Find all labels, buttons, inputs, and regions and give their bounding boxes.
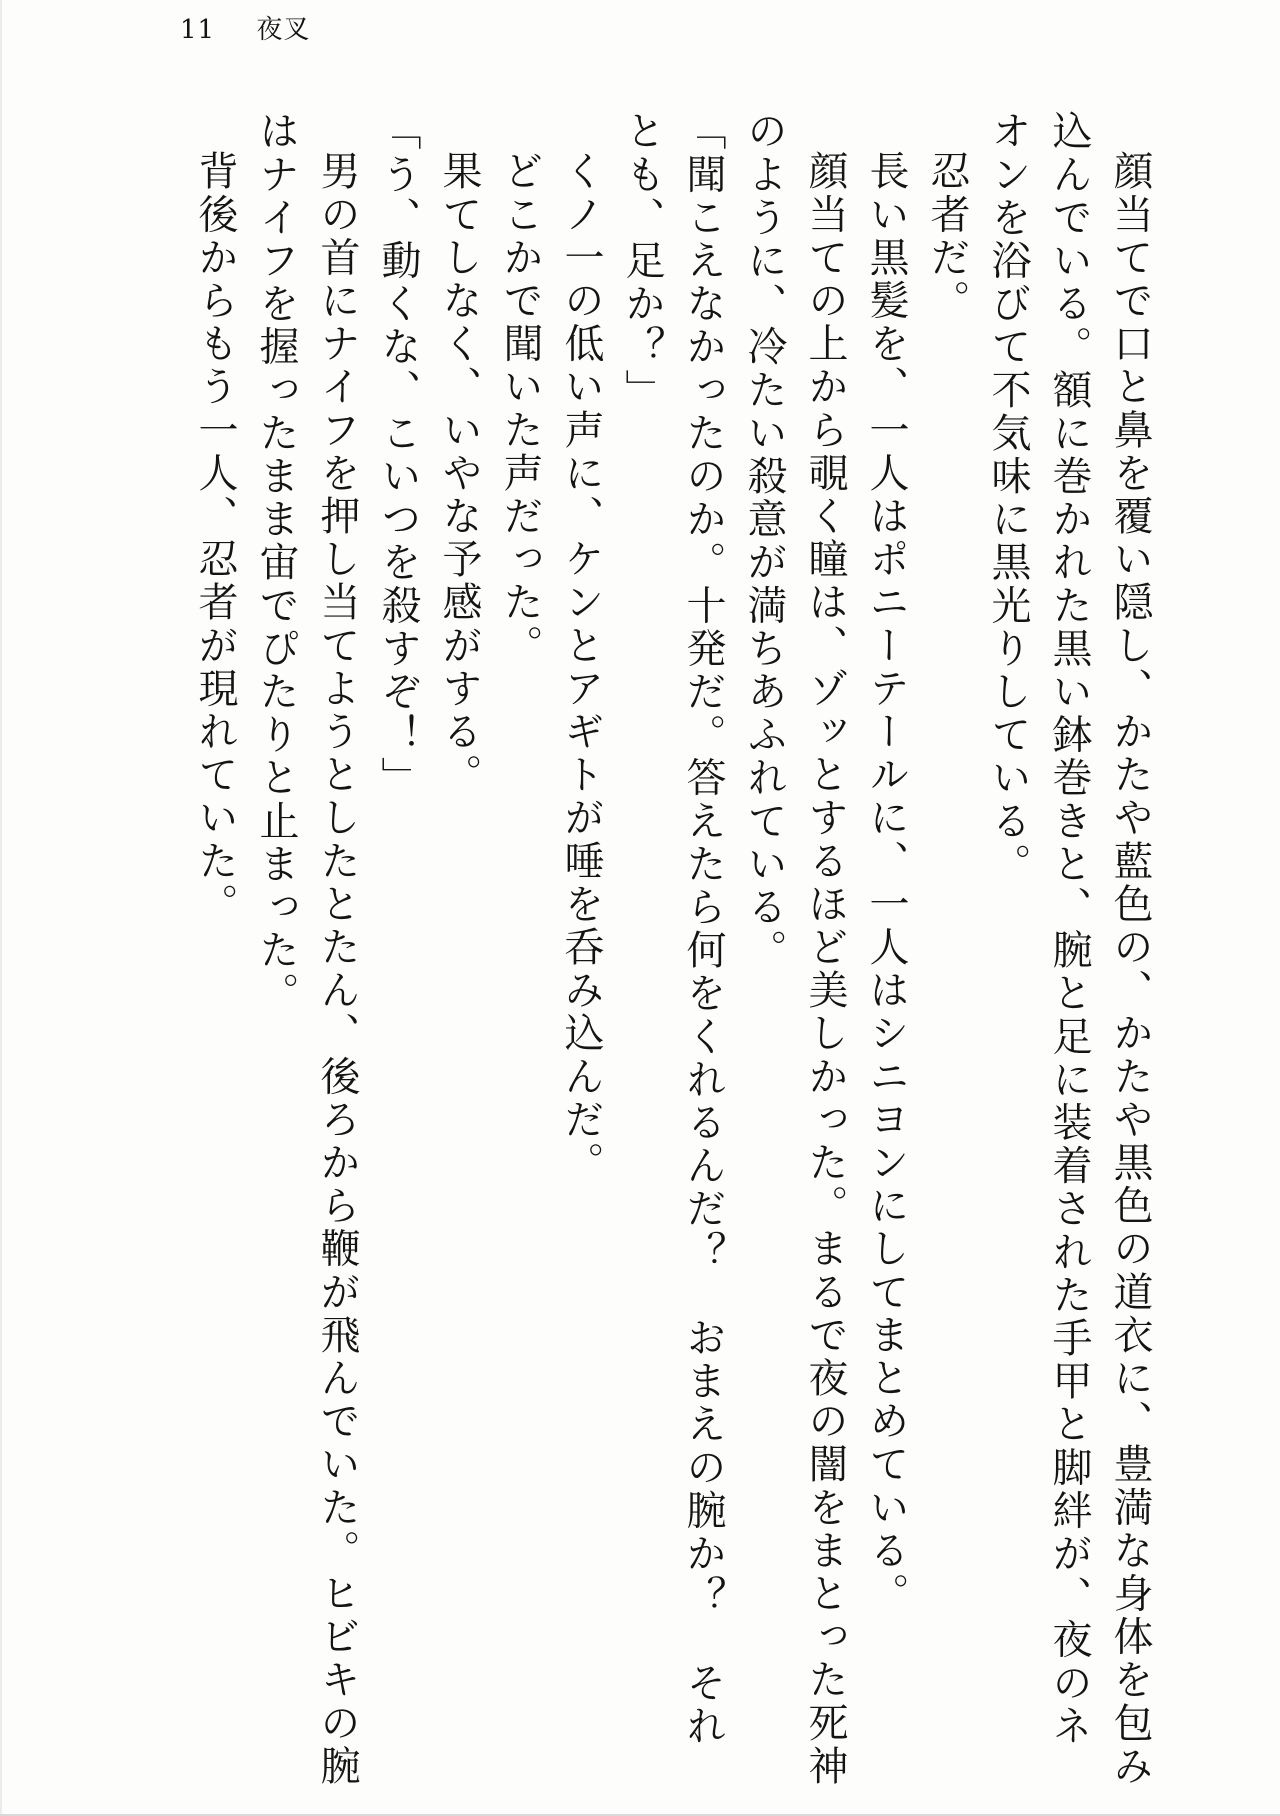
paragraph: 顔当てで口と鼻を覆い隠し、かたや藍色の、かたや黒色の道衣に、豊満な身体を包み込んでいる。額に巻かれた黒い鉢巻きと、腕と足に装着された手甲と脚絆が、夜のネオンを浴びて不気味に黒光りしている。 bbox=[985, 110, 1153, 1788]
paragraph: どこかで聞いた声だった。 bbox=[497, 150, 543, 668]
dialogue-paragraph: 「聞こえなかったのか。十発だ。答えたら何をくれるんだ？ おまえの腕か？ それとも、足か？」 bbox=[619, 110, 726, 1748]
vertical-text-body bbox=[160, 110, 1160, 1790]
paragraph: くノ一の低い声に、ケンとアギトが唾を呑み込んだ。 bbox=[558, 150, 604, 1185]
paragraph: 男の首にナイフを押し当てようとしたとたん、後ろから鞭が飛んでいた。ヒビキの腕はナイフを握ったまま宙でぴたりと止まった。 bbox=[253, 110, 360, 1788]
paragraph: 背後からもう一人、忍者が現れていた。 bbox=[192, 150, 238, 926]
page-number: 11 bbox=[180, 15, 216, 45]
paragraph: 忍者だ。 bbox=[924, 150, 970, 323]
dialogue-paragraph: 「う、動くな、こいつを殺すぞ！」 bbox=[375, 110, 421, 800]
running-head bbox=[180, 10, 310, 50]
paragraph: 長い黒髪を、一人はポニーテールに、一人はシニヨンにしてまとめている。 bbox=[863, 150, 909, 1616]
chapter-title: 夜叉 bbox=[256, 15, 311, 45]
paragraph: 顔当ての上から覗く瞳は、ゾッとするほど美しかった。まるで夜の闇をまとった死神のように、冷たい殺意が満ちあふれている。 bbox=[741, 110, 848, 1788]
paragraph: 果てしなく、いやな予感がする。 bbox=[436, 150, 482, 797]
